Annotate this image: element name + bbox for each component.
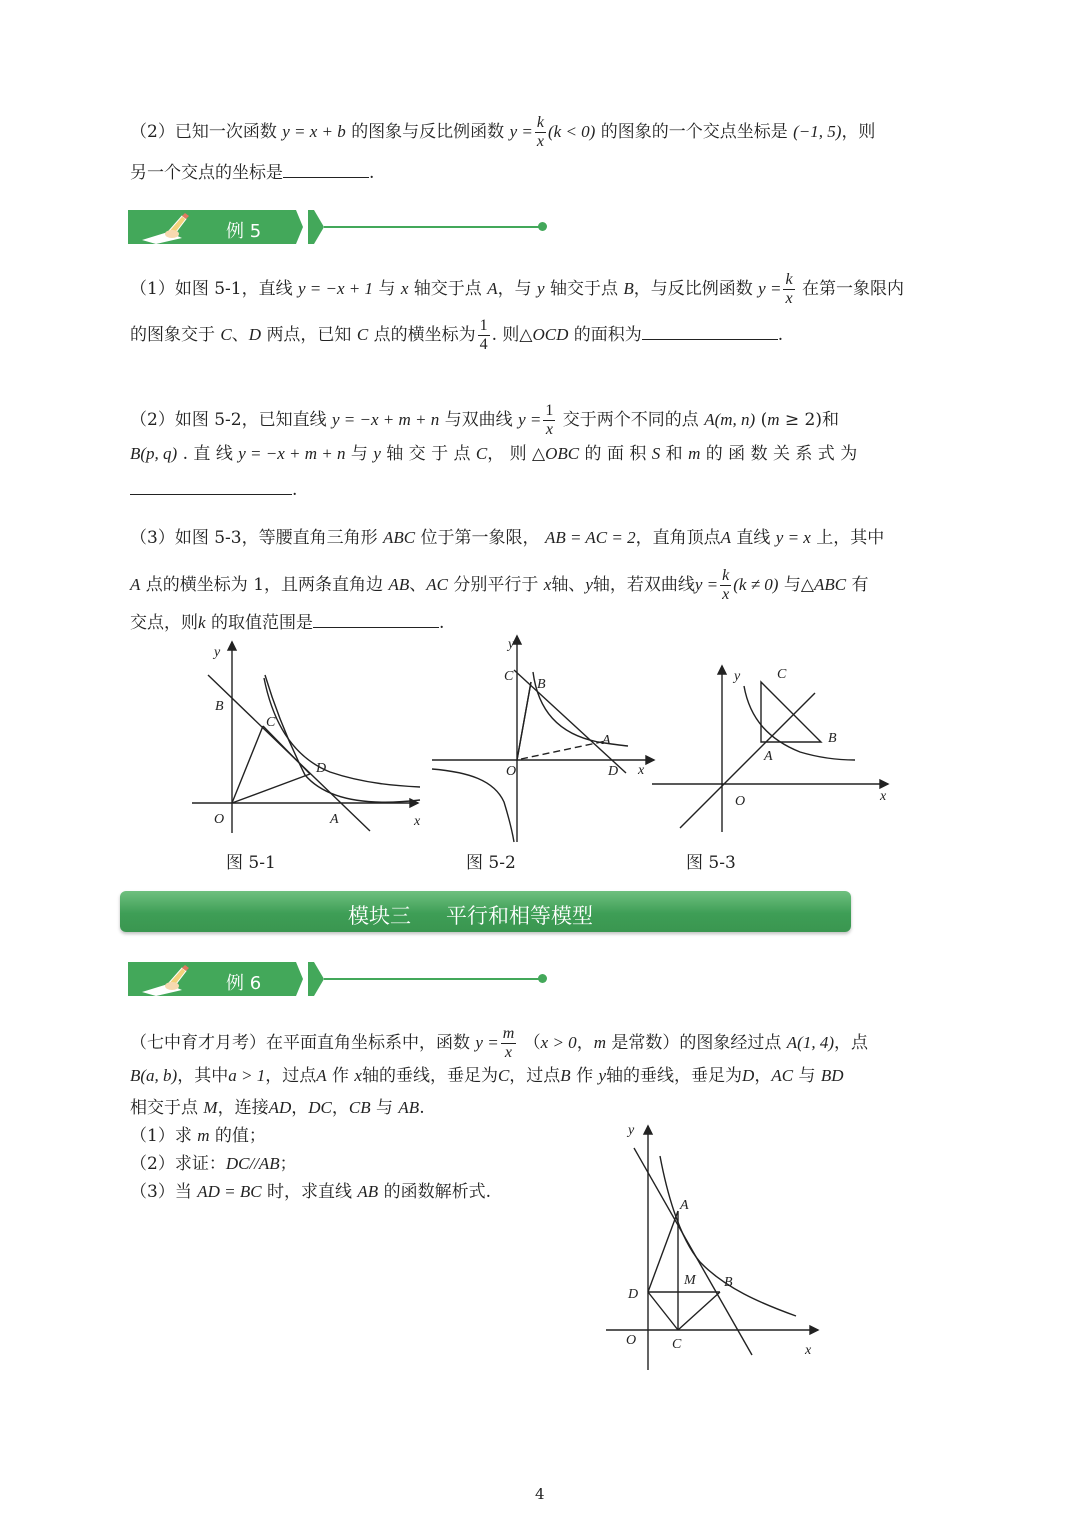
text: 上，其中 (816, 528, 885, 548)
math: (k ≠ 0) (733, 575, 779, 594)
numerator: m (502, 1025, 515, 1042)
fraction (783, 272, 794, 307)
figure-5-3 (650, 660, 895, 835)
math: m (767, 410, 780, 429)
text: . (777, 325, 784, 345)
answer-blank[interactable] (642, 323, 778, 340)
text: 的图象的一个交点坐标是 (600, 122, 788, 142)
text: ，连接 (217, 1098, 269, 1118)
math: B (623, 279, 634, 298)
denominator: x (536, 133, 544, 150)
math: A (130, 575, 141, 594)
math: AB = AC = 2 (544, 528, 636, 547)
text: 轴交于点 (549, 279, 618, 299)
text: ， (754, 1066, 772, 1086)
text: 与 (378, 279, 396, 299)
math: C (475, 444, 488, 463)
math: AB (398, 1098, 420, 1117)
math: y (373, 444, 381, 463)
answer-blank[interactable] (283, 161, 369, 178)
math: ABC (813, 575, 847, 594)
text: )和 (815, 410, 840, 430)
figure-ex6 (600, 1118, 830, 1378)
math: C (220, 325, 232, 344)
text: 与双曲线 (444, 410, 513, 430)
x-arrow (810, 1326, 818, 1334)
math: (k < 0) (547, 122, 596, 141)
text: 的值； (214, 1126, 266, 1146)
text: 、 (231, 325, 249, 345)
math: y = (694, 575, 719, 594)
text: 轴，若双曲线 (592, 575, 695, 595)
ex5-p1-line2 (130, 318, 783, 353)
q2-line2 (130, 161, 374, 182)
numerator: k (536, 114, 544, 131)
label-O: O (214, 812, 225, 827)
label-C: C (777, 667, 787, 682)
header-dot (538, 222, 547, 231)
text: 在第一象限内 (801, 279, 904, 299)
label-A: A (602, 733, 611, 748)
text: 的函数解析式. (383, 1182, 491, 1202)
text: 有 (851, 575, 869, 595)
math: y = −x + 1 (298, 279, 374, 298)
math: D (248, 325, 262, 344)
math: BD (820, 1066, 844, 1085)
answer-blank[interactable] (313, 611, 439, 628)
text: 交于两个不同的点 (562, 410, 699, 430)
text: （1）求 (130, 1126, 192, 1146)
hyperbola-right (533, 672, 628, 746)
denominator: 4 (479, 336, 488, 353)
text: . (292, 480, 298, 500)
math: x (543, 575, 552, 594)
math: AB (388, 575, 410, 594)
figure-5-1-svg (180, 638, 430, 838)
fraction (543, 403, 555, 438)
math: y = x + b (282, 122, 346, 141)
header-rule (324, 978, 542, 980)
example-label: 例 5 (226, 221, 262, 242)
figure-5-3-caption: 图 5-3 (686, 853, 736, 873)
pencil-icon (138, 212, 190, 244)
label-A: A (330, 812, 339, 827)
text: ， (291, 1098, 309, 1118)
math: A(1, 4) (786, 1033, 834, 1052)
text: ； (279, 1154, 297, 1174)
text: 点的横坐标为 1，且两条直角边 (145, 575, 384, 595)
text: 的图象交于 (130, 325, 215, 345)
example-label: 例 6 (226, 973, 262, 994)
triangle-ABC (761, 682, 821, 742)
hyperbola-left (432, 769, 514, 842)
ex5-p2-line3 (130, 478, 297, 499)
header-rule (324, 226, 542, 228)
label-x: x (880, 789, 887, 804)
text: . 则△ (491, 325, 533, 345)
text: ，与 (497, 279, 532, 299)
label-C: C (504, 669, 514, 684)
math: A(m, n) (704, 410, 756, 429)
math: k (198, 613, 206, 632)
label-y: y (214, 645, 221, 660)
text: 、 (409, 575, 427, 595)
denominator: x (722, 586, 730, 603)
math: C (356, 325, 369, 344)
answer-blank[interactable] (130, 478, 292, 495)
text: 轴交于点 (413, 279, 482, 299)
math: OBC (545, 444, 580, 463)
hyperbola-curve (264, 678, 420, 787)
text: 作 (576, 1066, 594, 1086)
label-y: y (628, 1123, 635, 1138)
ex6-line3 (130, 1099, 425, 1117)
math: AB (357, 1182, 379, 1201)
numerator: k (722, 567, 730, 584)
math: A (487, 279, 498, 298)
segment-OB2 (517, 682, 531, 760)
math: OCD (532, 325, 569, 344)
label-D: D (628, 1287, 639, 1302)
math: DC (308, 1098, 332, 1117)
math: (−1, 5) (793, 122, 842, 141)
ex6-q1 (130, 1127, 266, 1145)
math: A (720, 528, 731, 547)
label-O: O (626, 1333, 637, 1348)
label-x: x (414, 814, 421, 829)
math: A (316, 1066, 327, 1085)
label-A: A (680, 1198, 689, 1213)
ex5-p3-line1 (130, 529, 884, 547)
header-dot (538, 974, 547, 983)
header-chevron (308, 962, 324, 996)
text: ，与反比例函数 (633, 279, 753, 299)
text: （2）求证： (130, 1154, 226, 1174)
text: ，直角顶点 (635, 528, 721, 548)
figure-5-1-caption: 图 5-1 (226, 853, 276, 873)
math: D (742, 1066, 755, 1085)
y-arrow (228, 642, 236, 650)
text: （七中育才月考）在平面直角坐标系中，函数 (130, 1033, 470, 1053)
text: 轴 交 于 点 (386, 444, 471, 464)
text: 的取值范围是 (210, 613, 313, 633)
text: 与△ (783, 575, 814, 595)
text: ( (760, 410, 768, 430)
math: ABC (383, 528, 416, 547)
text: （2）如图 5-2，已知直线 (130, 410, 327, 430)
text: . (438, 613, 445, 633)
math: S (651, 444, 661, 463)
math: M (203, 1098, 218, 1117)
text: 与 (376, 1098, 394, 1118)
math: CB (348, 1098, 371, 1117)
text: （3）如图 5-3，等腰直角三角形 (130, 528, 378, 548)
segment-OD (232, 774, 310, 803)
segment-DC (648, 1292, 678, 1330)
text: 两点，已知 (266, 325, 352, 345)
text: ，其中 (177, 1066, 229, 1086)
text: 另一个交点的坐标是 (130, 163, 283, 183)
math: y (598, 1066, 607, 1085)
text: 与 (798, 1066, 816, 1086)
example-6-header (128, 962, 558, 998)
segment-OC (232, 726, 263, 803)
text: 与 (350, 444, 368, 464)
math: y = (509, 122, 533, 141)
ex6-line2 (130, 1067, 844, 1085)
page-number: 4 (535, 1485, 545, 1503)
segment-CB (678, 1292, 720, 1330)
label-O: O (506, 764, 517, 779)
math: AD (268, 1098, 292, 1117)
figure-5-2-caption: 图 5-2 (466, 853, 516, 873)
label-O: O (735, 794, 746, 809)
text: ，过点 (265, 1066, 317, 1086)
math: m (688, 444, 701, 463)
text: 交点，则 (130, 613, 198, 633)
text: 是常数）的图象经过点 (611, 1033, 782, 1053)
label-M: M (684, 1273, 696, 1288)
math: y (537, 279, 545, 298)
math: a > 1 (228, 1066, 266, 1085)
label-C: C (672, 1337, 682, 1352)
label-y: y (734, 669, 741, 684)
example-5-header (128, 210, 558, 246)
math: m (197, 1126, 210, 1145)
line-yx (680, 693, 815, 828)
text: ， (331, 1098, 349, 1118)
math: B (560, 1066, 571, 1085)
math: B(a, b) (130, 1066, 178, 1085)
text: （3）当 (130, 1182, 192, 1202)
denominator: x (545, 421, 553, 438)
ex6-line1 (130, 1026, 868, 1061)
math: x (354, 1066, 362, 1085)
label-D: D (608, 764, 619, 779)
text: 作 (332, 1066, 349, 1086)
math: C (497, 1066, 510, 1085)
fraction (720, 568, 731, 603)
numerator: 1 (545, 402, 554, 419)
text: 点的横坐标为 (373, 325, 476, 345)
math: y = (475, 1033, 499, 1052)
math: y (585, 575, 593, 594)
math: DC//AB (225, 1154, 280, 1173)
segment-AD (648, 1211, 678, 1292)
label-D: D (316, 761, 327, 776)
numerator: k (785, 271, 793, 288)
module-3-bar (120, 891, 851, 932)
label-B: B (828, 731, 837, 746)
ex6-q3 (130, 1183, 491, 1201)
module-title: 平行和相等模型 (446, 904, 593, 928)
fraction (478, 318, 490, 353)
ex5-p3-line3 (130, 611, 444, 632)
label-B: B (724, 1275, 733, 1290)
ex5-p3-line2 (130, 568, 868, 603)
label-A: A (764, 749, 773, 764)
math: x (400, 279, 409, 298)
text: 位于第一象限， (420, 528, 540, 548)
y-arrow (718, 666, 726, 674)
text: 轴、 (551, 575, 586, 595)
text: （1）如图 5-1，直线 (130, 279, 293, 299)
fraction (535, 115, 546, 150)
text: ，过点 (509, 1066, 561, 1086)
text: 的 函 数 关 系 式 为 (705, 444, 858, 464)
label-B: B (215, 699, 224, 714)
text: . (419, 1098, 425, 1118)
text: 轴的垂线，垂足为 (361, 1066, 498, 1086)
text: ，点 (834, 1033, 868, 1053)
denominator: x (504, 1044, 513, 1061)
text: . 直 线 (182, 444, 233, 464)
text: 直线 (736, 528, 771, 548)
label-x: x (805, 1343, 812, 1358)
math: m (593, 1033, 606, 1052)
ex5-p2-line2 (130, 445, 857, 463)
math: y = −x + m + n (332, 410, 440, 429)
text: 轴的垂线，垂足为 (606, 1066, 743, 1086)
text: 时，求直线 (267, 1182, 352, 1202)
text: （ (523, 1033, 541, 1053)
text: 的 面 积 (584, 444, 647, 464)
ex6-q2 (130, 1155, 297, 1173)
math: AC (771, 1066, 794, 1085)
text: 的图象与反比例函数 (351, 122, 505, 142)
header-chevron (308, 210, 324, 244)
math: y = x (775, 528, 811, 547)
label-x: x (638, 763, 645, 778)
ex5-p1-line1 (130, 272, 904, 307)
text: 的面积为 (573, 325, 642, 345)
figure-5-1 (180, 638, 430, 838)
math: y = −x + m + n (238, 444, 346, 463)
figure-ex6-svg (600, 1118, 830, 1378)
figure-5-2 (428, 630, 658, 845)
figure-5-3-svg (650, 660, 895, 835)
text: 分别平行于 (453, 575, 539, 595)
math: x > 0 (540, 1033, 577, 1052)
ex5-p2-line1 (130, 403, 839, 438)
module-number: 模块三 (348, 904, 411, 928)
label-y: y (508, 637, 515, 652)
text: . (369, 163, 375, 183)
label-B: B (537, 677, 546, 692)
pencil-icon (138, 964, 190, 996)
math: AC (426, 575, 448, 594)
text: ， 则 △ (487, 444, 546, 464)
math: AD = BC (197, 1182, 262, 1201)
y-arrow (644, 1126, 652, 1134)
text: ，则 (841, 122, 876, 142)
fraction (501, 1026, 517, 1061)
text: ， (576, 1033, 594, 1053)
text: 相交于点 (130, 1098, 198, 1118)
math: y = (518, 410, 542, 429)
numerator: 1 (479, 317, 488, 334)
text: （2）已知一次函数 (130, 122, 277, 142)
math: y = (758, 279, 782, 298)
math: ≥ 2 (784, 410, 816, 430)
denominator: x (785, 290, 793, 307)
text: 和 (665, 444, 683, 464)
math: B(p, q) (130, 444, 178, 463)
x-arrow (880, 780, 888, 788)
label-C: C (266, 715, 276, 730)
figure-5-2-svg (428, 630, 658, 845)
q2-line1 (130, 115, 875, 150)
